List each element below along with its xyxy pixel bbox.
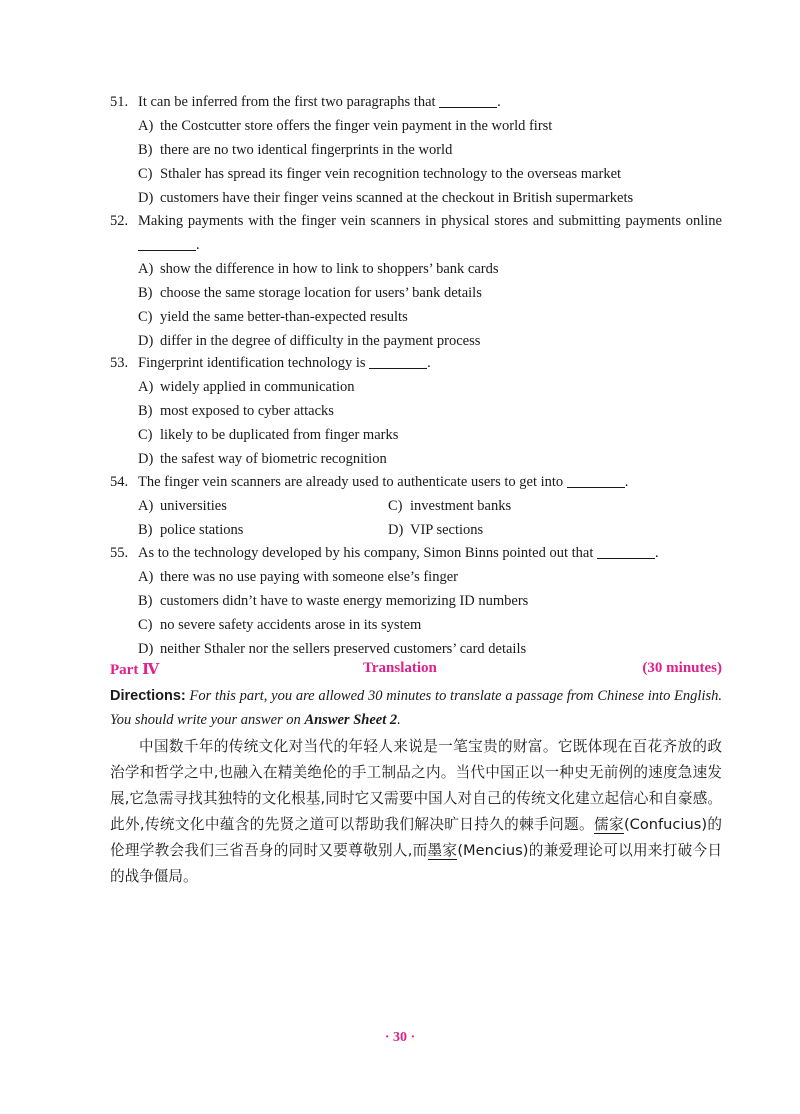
option-c: [110, 305, 722, 329]
part-label: Part Ⅳ: [110, 662, 160, 678]
option-letter: B): [138, 522, 153, 538]
option-letter: D): [138, 641, 154, 657]
option-letter: A): [138, 569, 154, 585]
option-b: [110, 589, 722, 613]
option-letter: B): [138, 593, 153, 609]
stem-text: As to the technology developed by his company, Simon Binns pointed out that: [138, 545, 594, 561]
question-55: [110, 541, 722, 661]
option-letter: D): [388, 522, 404, 538]
option-text: police stations: [160, 522, 244, 538]
term-mencius: 墨家: [427, 842, 458, 859]
option-text: choose the same storage location for users’ bank details: [160, 285, 482, 301]
option-d: [110, 637, 722, 661]
answer-blank: [138, 236, 196, 251]
answer-blank: [597, 544, 655, 559]
option-text: the Costcutter store offers the finger vein payment in the world first: [160, 118, 553, 134]
passage-part-2: (Confucius)的伦理学教会我们三省吾身的同时又要尊敬别人,而: [110, 816, 722, 859]
option-a: [138, 494, 227, 518]
option-letter: A): [138, 498, 154, 514]
question-stem: [110, 470, 722, 494]
part-time: (30 minutes): [642, 660, 722, 676]
option-letter: B): [138, 403, 153, 419]
stem-text: The finger vein scanners are already used to authenticate users to get into: [138, 474, 564, 490]
question-52: [110, 209, 722, 353]
question-number: 51.: [110, 94, 129, 110]
option-text: most exposed to cyber attacks: [160, 403, 334, 419]
option-letter: B): [138, 142, 153, 158]
stem-end: .: [624, 474, 629, 490]
term-confucius: 儒家: [594, 816, 624, 833]
option-d: [110, 186, 722, 210]
option-letter: C): [138, 309, 153, 325]
question-stem: [110, 541, 722, 565]
option-text: universities: [160, 498, 227, 514]
passage-part-3: (Mencius)的兼爱理论可以用来打破今日的战争僵局。: [110, 842, 722, 885]
question-number: 55.: [110, 545, 129, 561]
directions-end: .: [397, 712, 401, 728]
answer-blank: [567, 473, 625, 488]
option-c: [388, 494, 511, 518]
option-text: yield the same better-than-expected results: [160, 309, 408, 325]
directions-label: Directions:: [110, 688, 186, 704]
option-text: customers have their finger veins scanned at the checkout in British supermarkets: [160, 190, 634, 206]
option-b: [110, 138, 722, 162]
option-text: no severe safety accidents arose in its system: [160, 617, 422, 633]
question-stem: [110, 90, 722, 114]
option-a: [110, 375, 722, 399]
stem-end: .: [427, 355, 431, 371]
option-text: investment banks: [410, 498, 512, 514]
option-b: [138, 518, 243, 542]
option-grid: [110, 494, 722, 542]
page-number: · 30 ·: [384, 1030, 416, 1045]
option-text: VIP sections: [410, 522, 484, 538]
question-stem: [110, 209, 722, 257]
answer-sheet-ref: Answer Sheet 2: [304, 712, 398, 728]
option-c: [110, 162, 722, 186]
option-text: widely applied in communication: [160, 379, 355, 395]
option-letter: D): [138, 451, 154, 467]
option-d: [110, 329, 722, 353]
option-b: [110, 281, 722, 305]
option-text: Sthaler has spread its finger vein recognition technology to the overseas market: [160, 166, 622, 182]
question-number: 54.: [110, 474, 129, 490]
option-b: [110, 399, 722, 423]
stem-text: Making payments with the finger vein scanners in physical stores and submitting payments online: [138, 213, 722, 229]
passage-part-1: 中国数千年的传统文化对当代的年轻人来说是一笔宝贵的财富。它既体现在百花齐放的政治学和哲学之中,也融入在精美绝伦的手工制品之内。当代中国正以一种史无前例的速度急速发展,它急需寻找其独特的文化根基,同时它又需要中国人对自己的传统文化建立起信心和自豪感。此外,传统文化中蕴含的先贤之道可以帮助我们解决旷日持久的棘手问题。: [110, 738, 722, 833]
option-c: [110, 613, 722, 637]
option-text: likely to be duplicated from finger marks: [160, 427, 399, 443]
question-51: [110, 90, 722, 210]
option-d: [388, 518, 483, 542]
chinese-passage: [110, 734, 722, 890]
answer-blank: [439, 93, 497, 108]
stem-end: .: [497, 94, 501, 110]
option-text: show the difference in how to link to shoppers’ bank cards: [160, 261, 499, 277]
option-text: customers didn’t have to waste energy memorizing ID numbers: [160, 593, 529, 609]
option-letter: C): [388, 498, 403, 514]
option-letter: C): [138, 166, 153, 182]
question-stem: [110, 351, 722, 375]
stem-text: It can be inferred from the first two paragraphs that: [138, 94, 436, 110]
option-letter: D): [138, 333, 154, 349]
option-text: neither Sthaler nor the sellers preserved customers’ card details: [160, 641, 527, 657]
question-53: [110, 351, 722, 471]
option-text: there are no two identical fingerprints in the world: [160, 142, 453, 158]
option-d: [110, 447, 722, 471]
option-letter: A): [138, 261, 154, 277]
option-letter: C): [138, 617, 153, 633]
option-a: [110, 114, 722, 138]
option-text: the safest way of biometric recognition: [160, 451, 387, 467]
part-header: [110, 660, 722, 684]
option-text: differ in the degree of difficulty in the payment process: [160, 333, 481, 349]
option-c: [110, 423, 722, 447]
answer-blank: [369, 354, 427, 369]
option-a: [110, 565, 722, 589]
option-letter: D): [138, 190, 154, 206]
directions-text: For this part, you are allowed 30 minutes to translate a passage from Chinese into English. You should write your answer on: [110, 688, 722, 728]
option-letter: C): [138, 427, 153, 443]
directions: [110, 684, 722, 732]
stem-end: .: [196, 237, 200, 253]
stem-text: Fingerprint identification technology is: [138, 355, 366, 371]
option-letter: B): [138, 285, 153, 301]
stem-end: .: [654, 545, 659, 561]
question-54: [110, 470, 722, 542]
option-text: there was no use paying with someone else’s finger: [160, 569, 458, 585]
option-letter: A): [138, 379, 154, 395]
question-number: 52.: [110, 213, 129, 229]
option-letter: A): [138, 118, 154, 134]
question-number: 53.: [110, 355, 129, 371]
option-a: [110, 257, 722, 281]
part-title: Translation: [363, 660, 437, 676]
